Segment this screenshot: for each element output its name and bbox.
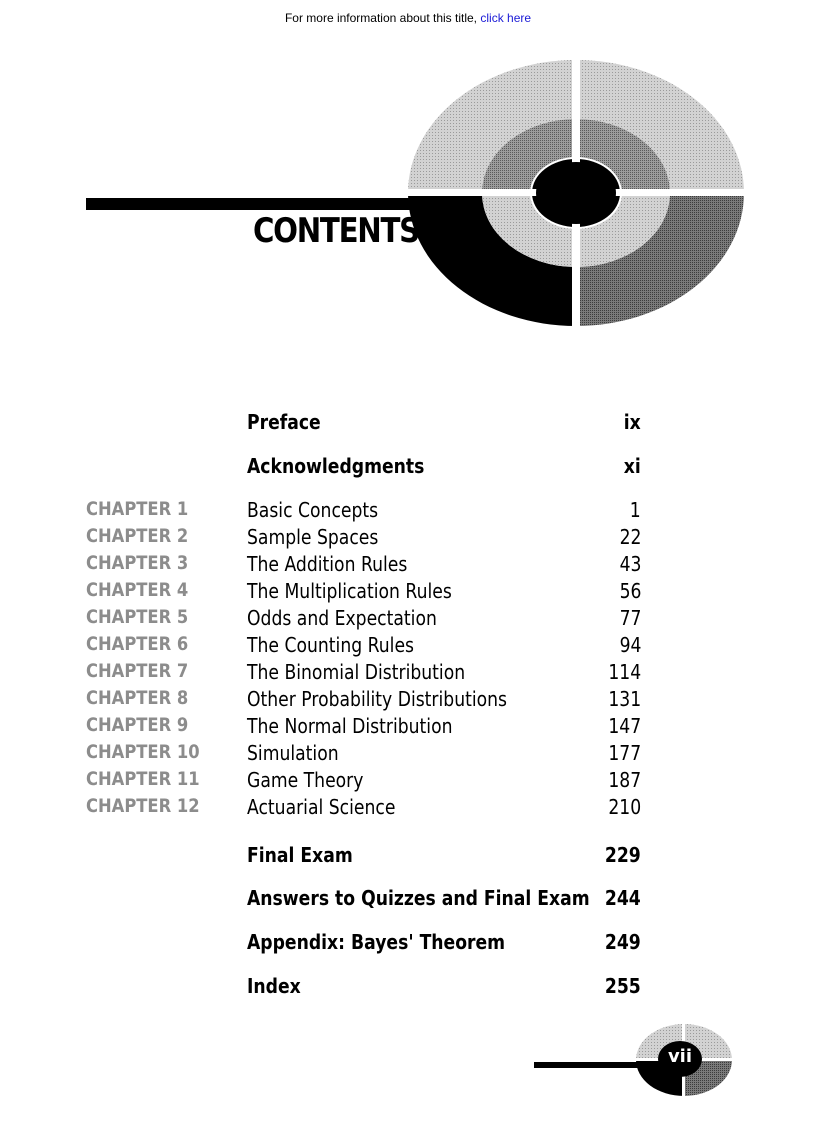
chapter-label: CHAPTER 11 [86,768,200,790]
chapter-label: CHAPTER 12 [86,795,200,817]
toc-entry [0,768,816,795]
chapter-label: CHAPTER 4 [86,579,189,601]
toc-entry [0,687,816,714]
entry-title: Simulation [247,741,339,765]
entry-title: The Addition Rules [247,552,408,576]
entry-page: xi [624,454,641,478]
entry-title: Answers to Quizzes and Final Exam [247,886,590,910]
entry-title: Appendix: Bayes' Theorem [247,930,506,954]
heading-rule [86,198,456,210]
entry-title: Sample Spaces [247,525,379,549]
entry-title: The Multiplication Rules [247,579,452,603]
chapter-label: CHAPTER 8 [86,687,189,709]
entry-page: 229 [605,843,641,867]
chapter-label: CHAPTER 7 [86,660,189,682]
chapter-label: CHAPTER 6 [86,633,189,655]
toc-entry [0,886,816,913]
entry-title: Other Probability Distributions [247,687,508,711]
toc-entry [0,498,816,525]
top-note-text: For more information about this title, [284,11,481,25]
click-here-link[interactable]: click here [480,11,532,25]
chapter-label: CHAPTER 10 [86,741,200,763]
entry-page: 244 [605,886,641,910]
toc-entry [0,410,816,437]
entry-page: 43 [619,552,641,576]
entry-title: Final Exam [247,843,353,867]
chapter-label: CHAPTER 9 [86,714,189,736]
entry-page: 77 [619,606,641,630]
toc-entry [0,660,816,687]
entry-title: Index [247,974,301,998]
entry-title: Preface [247,410,321,434]
entry-page: 94 [619,633,641,657]
chapter-label: CHAPTER 5 [86,606,189,628]
entry-title: Game Theory [247,768,364,792]
toc-entry [0,454,816,481]
entry-title: The Counting Rules [247,633,415,657]
entry-page: 187 [608,768,641,792]
entry-page: 1 [630,498,641,522]
entry-page: 249 [605,930,641,954]
entry-page: 147 [608,714,641,738]
chapter-label: CHAPTER 1 [86,498,189,520]
entry-page: 177 [608,741,641,765]
toc-entry [0,714,816,741]
entry-title: Basic Concepts [247,498,379,522]
toc-entry [0,741,816,768]
entry-page: 56 [619,579,641,603]
toc-entry [0,795,816,822]
entry-title: The Binomial Distribution [247,660,466,684]
entry-page: 210 [608,795,641,819]
toc-entry [0,930,816,957]
entry-page: 114 [608,660,641,684]
chapter-label: CHAPTER 3 [86,552,189,574]
toc-entry [0,525,816,552]
target-graphic [408,60,744,330]
entry-page: 131 [608,687,641,711]
entry-title: The Normal Distribution [247,714,453,738]
toc-entry [0,633,816,660]
toc-entry [0,552,816,579]
page-number: vii [667,1046,693,1067]
toc-entry [0,606,816,633]
entry-title: Actuarial Science [247,795,396,819]
entry-page: 22 [619,525,641,549]
entry-page: 255 [605,974,641,998]
entry-title: Odds and Expectation [247,606,437,630]
toc-entry [0,579,816,606]
page-title: CONTENTS [253,211,419,251]
top-note [0,11,816,25]
chapter-label: CHAPTER 2 [86,525,189,547]
toc-entry [0,843,816,870]
toc-entry [0,974,816,1001]
entry-title: Acknowledgments [247,454,425,478]
entry-page: ix [624,410,641,434]
